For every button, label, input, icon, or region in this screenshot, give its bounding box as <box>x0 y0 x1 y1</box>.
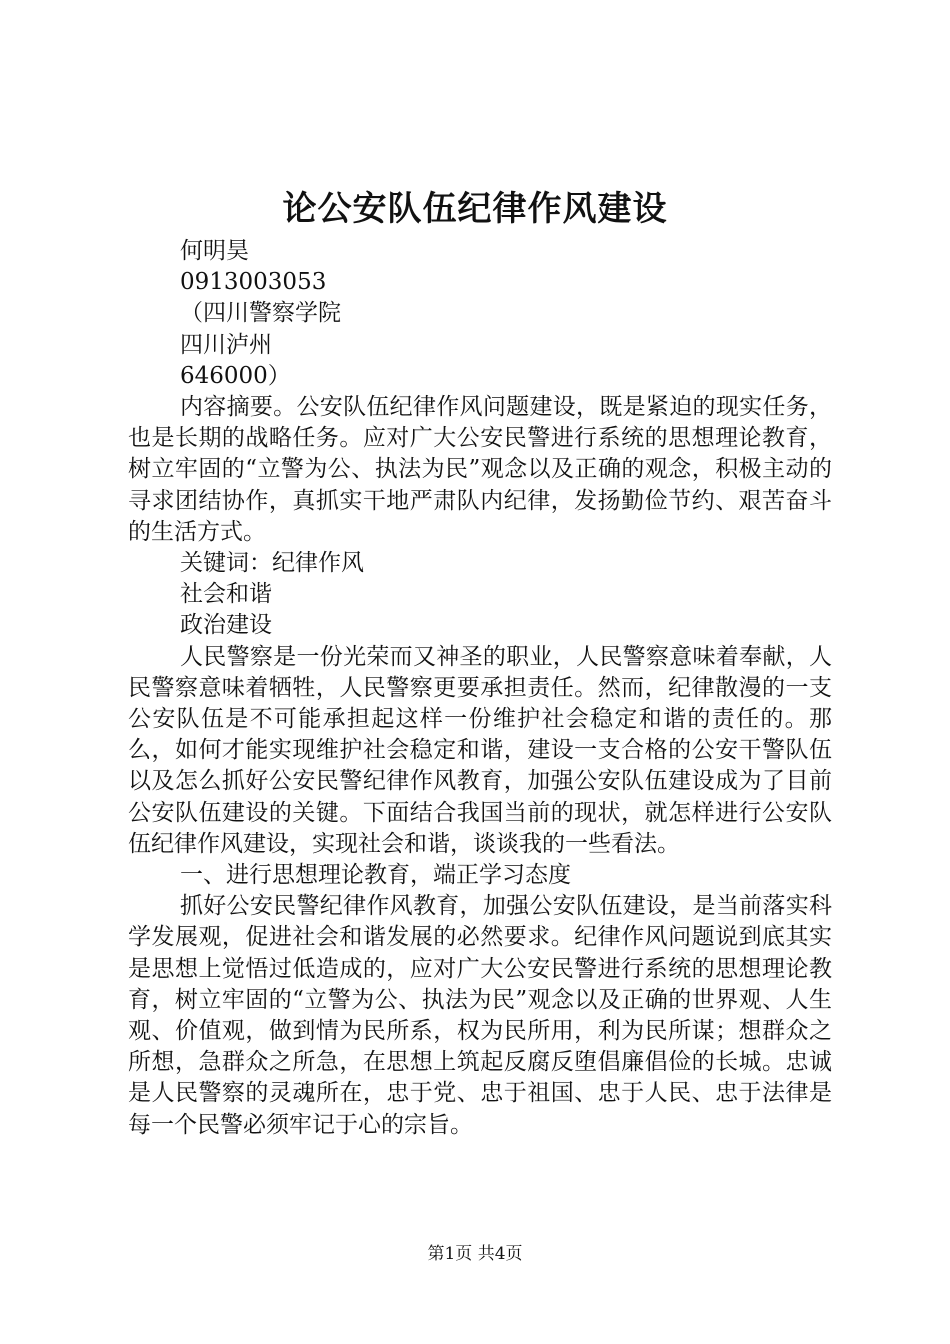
section-paragraph: 抓好公安民警纪律作风教育，加强公安队伍建设，是当前落实科学发展观，促进社会和谐发展的必然要求。纪律作风问题说到底其实是思想上觉悟过低造成的，应对广大公安民警进行系统的思想理论教育，树立牢固的“立警为公、执法为民”观念以及正确的世界观、人生观、价值观，做到情为民所系，权为民所用，利为民所谋；想群众之所想，急群众之所急，在思想上筑起反腐反堕倡廉倡俭的长城。忠诚是人民警察的灵魂所在，忠于党、忠于祖国、忠于人民、忠于法律是每一个民警必须牢记于心的宗旨。 <box>128 893 832 1138</box>
author-institution: （四川警察学院 <box>180 300 341 327</box>
author-postcode: 646000） <box>180 362 291 389</box>
intro-paragraph: 人民警察是一份光荣而又神圣的职业，人民警察意味着奉献，人民警察意味着牺牲，人民警察更要承担责任。然而，纪律散漫的一支公安队伍是不可能承担起这样一份维护社会稳定和谐的责任的。那么，如何才能实现维护社会稳定和谐，建设一支合格的公安干警队伍以及怎么抓好公安民警纪律作风教育，加强公安队伍建设成为了目前公安队伍建设的关键。下面结合我国当前的现状，就怎样进行公安队伍纪律作风建设，实现社会和谐，谈谈我的一些看法。 <box>128 643 832 857</box>
document-body <box>128 236 832 1141</box>
keyword-item: 社会和谐 <box>180 581 272 608</box>
author-name: 何明昊 <box>180 238 249 264</box>
keywords-line: 关键词：纪律作风 <box>180 550 364 577</box>
page-footer: 第1页 共4页 <box>427 1244 523 1264</box>
keyword-item: 政治建设 <box>180 612 272 639</box>
abstract-paragraph: 内容摘要。公安队伍纪律作风问题建设，既是紧迫的现实任务，也是长期的战略任务。应对广大公安民警进行系统的思想理论教育，树立牢固的“立警为公、执法为民”观念以及正确的观念，积极主动的寻求团结协作，真抓实干地严肃队内纪律，发扬勤俭节约、艰苦奋斗的生活方式。 <box>128 394 832 545</box>
document-title: 论公安队伍纪律作风建设 <box>282 189 668 229</box>
author-city: 四川泸州 <box>180 331 272 358</box>
author-id: 0913003053 <box>180 269 327 296</box>
section-heading: 一、进行思想理论教育，端正学习态度 <box>180 862 571 889</box>
